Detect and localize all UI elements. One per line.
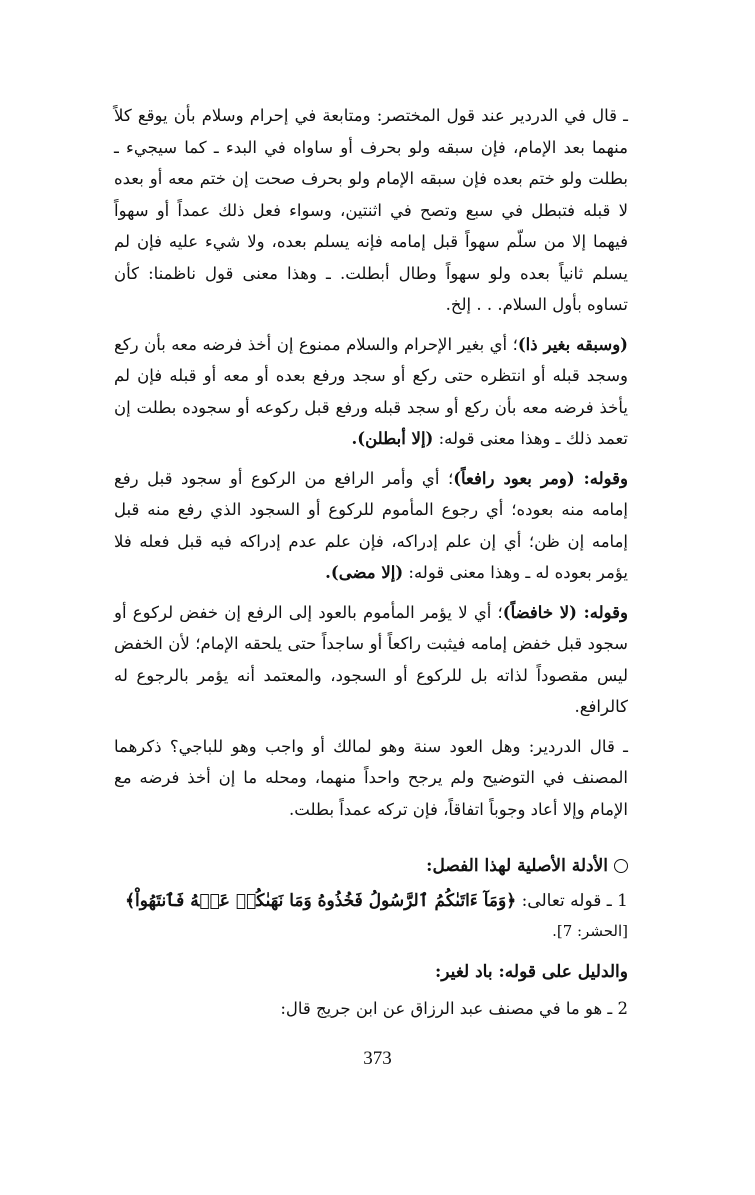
paragraph-2-lead: (وسبقه بغير ذا) — [517, 334, 628, 354]
paragraph-4-text: ؛ أي لا يؤمر المأموم بالعود إلى الرفع إن خفض لركوع أو سجود قبل خفض إمامه فيثبت راكعاً أو ساجداً حتى يلحقه الإمام؛ لأن الخفض ليس مقصوداً لذاته بل للركوع أو السجود، والمعتمد أنه يؤمر بالرجوع له كالرافع. — [114, 602, 628, 716]
paragraph-2-tail: (إلا أبطلن). — [351, 429, 434, 448]
paragraph-5-text: ـ قال الدردير: وهل العود سنة وهو لمالك أو واجب وهو للباجي؟ ذكرهما المصنف في التوضيح ولم يرجح واحداً منهما، ومحله ما إن أخذ فرضه مع الإمام وإلا أعاد وجوباً اتفاقاً، فإن تركه عمداً بطلت. — [114, 736, 628, 819]
paragraph-3-tail: (إلا مضى). — [325, 563, 404, 582]
paragraph-3-text: ؛ أي وأمر الرافع من الركوع أو سجود قبل رفع إمامه منه بعوده؛ أي رجوع المأموم للركوع أو السجود الذي رفع منه قبل إمامه إن ظن؛ أي إن علم إدراكه، فإن علم عدم إدراكه فيه قبل فعله فلا يؤمر بعوده له ـ وهذا معنى قوله: — [114, 468, 628, 582]
circle-bullet-icon — [614, 859, 628, 873]
paragraph-3 — [114, 463, 628, 589]
paragraph-1-text: ـ قال في الدردير عند قول المختصر: ومتابعة في إحرام وسلام بأن يوقع كلاً منهما بعد الإمام، فإن سبقه ولو بحرف أو ساواه في البدء ـ كما سيجيء ـ بطلت ولو ختم بعده فإن سبقه الإمام ولو بحرف صحت إن ختم معه أو بعده لا قبله فتبطل في سبع وتصح في اثنتين، وسواء فعل ذلك عمداً أو سهواً فيهما إلا من سلّم سهواً قبل إمامه فإنه يسلم بعده، ولا شيء عليه فإن لم يسلم ثانياً بعده ولو سهواً وطال أبطلت. ـ وهذا معنى قول ناظمنا: كأن تساوه بأول السلام. . . إلخ. — [114, 106, 628, 314]
quran-citation — [114, 885, 628, 917]
section-heading-text: الأدلة الأصلية لهذا الفصل: — [426, 856, 608, 876]
page-body — [114, 100, 628, 1033]
paragraph-3-lead: وقوله: (ومر بعود رافعاً) — [453, 468, 629, 488]
paragraph-5 — [114, 731, 628, 826]
page-number: 373 — [363, 1048, 392, 1069]
section-heading — [114, 851, 628, 881]
paragraph-4-lead: وقوله: (لا خافضاً) — [502, 602, 628, 622]
quran-reference: [الحشر: 7]. — [552, 922, 628, 940]
paragraph-4 — [114, 597, 628, 723]
evidence-subheading: والدليل على قوله: باد لغير: — [435, 962, 628, 982]
paragraph-2 — [114, 329, 628, 455]
paragraph-1 — [114, 100, 628, 321]
quran-prefix: 1 ـ قوله تعالى: — [516, 891, 628, 911]
paragraph-2-text: ؛ أي بغير الإحرام والسلام ممنوع إن أخذ فرضه معه بأن ركع وسجد قبله أو انتظره حتى ركع أو سجد ورفع بعده أو معه أو قبله فإن لم يأخذ فرضه معه بأن ركع أو سجد قبله ورفع قبل ركوعه أو سجوده بطلت إن تعمد ذلك ـ وهذا معنى قوله: — [114, 334, 628, 448]
quran-verse: ﴿وَمَآ ءَاتَىٰكُمُ ٱلرَّسُولُ فَخُذُوهُ وَمَا نَهَىٰكُمۡ عَنۡهُ فَٱنتَهُواْ﴾ — [125, 891, 517, 911]
last-line: 2 ـ هو ما في مصنف عبد الرزاق عن ابن جريج قال: — [280, 999, 628, 1018]
